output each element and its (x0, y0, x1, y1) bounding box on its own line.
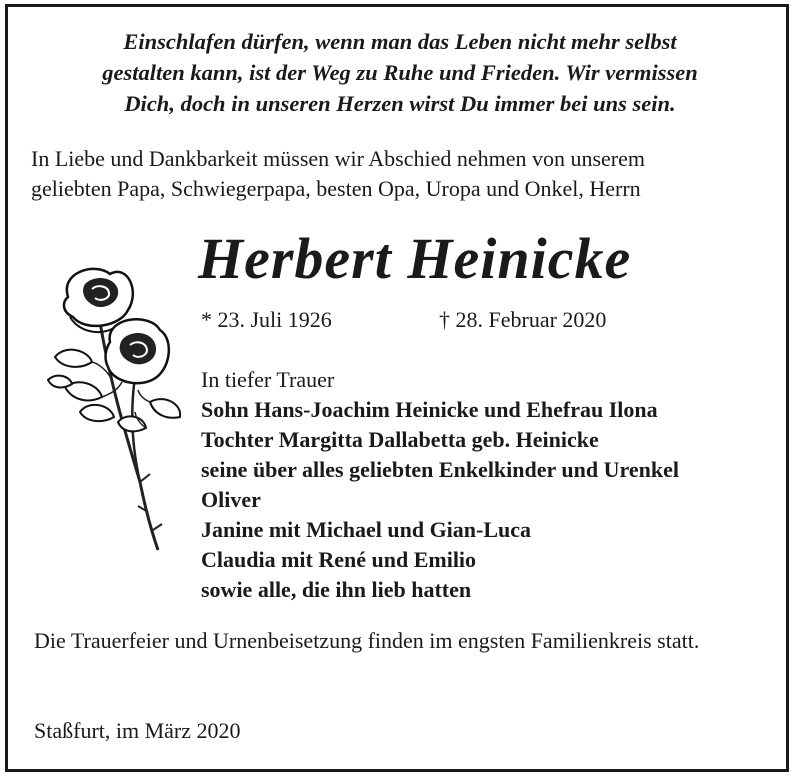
rose-lower (106, 319, 169, 383)
mourner-line: Claudia mit René und Emilio (201, 547, 477, 572)
mourner-line: sowie alle, die ihn lieb hatten (201, 577, 472, 602)
birth-date: * 23. Juli 1926 (201, 307, 332, 332)
death-date: † 28. Februar 2020 (439, 307, 607, 332)
service-notice: Die Trauerfeier und Urnenbeisetzung finden im engsten Familienkreis statt. (34, 628, 700, 653)
deceased-name: Herbert Heinicke (198, 226, 632, 291)
life-dates (201, 305, 761, 335)
quote-line: Dich, doch in unseren Herzen wirst Du immer bei uns sein. (124, 91, 676, 116)
quote-line: gestalten kann, ist der Weg zu Ruhe und Frieden. Wir vermissen (102, 60, 698, 85)
memorial-quote (30, 26, 770, 119)
mourner-line: Janine mit Michael und Gian-Luca (201, 517, 532, 542)
mourner-line: Oliver (201, 487, 261, 512)
roses-illustration (40, 262, 190, 552)
mourner-line: seine über alles geliebten Enkelkinder und Urenkel (201, 457, 679, 482)
place-date: Staßfurt, im März 2020 (34, 718, 241, 743)
mourners-list (201, 365, 791, 605)
intro-line: geliebten Papa, Schwiegerpapa, besten Opa, Uropa und Onkel, Herrn (31, 176, 641, 201)
intro-text (31, 144, 776, 204)
intro-line: In Liebe und Dankbarkeit müssen wir Abschied nehmen von unserem (31, 146, 646, 171)
mourners-heading: In tiefer Trauer (201, 367, 335, 392)
mourner-line: Sohn Hans-Joachim Heinicke und Ehefrau Ilona (201, 397, 658, 422)
mourner-line: Tochter Margitta Dallabetta geb. Heinicke (201, 427, 599, 452)
quote-line: Einschlafen dürfen, wenn man das Leben nicht mehr selbst (123, 29, 677, 54)
